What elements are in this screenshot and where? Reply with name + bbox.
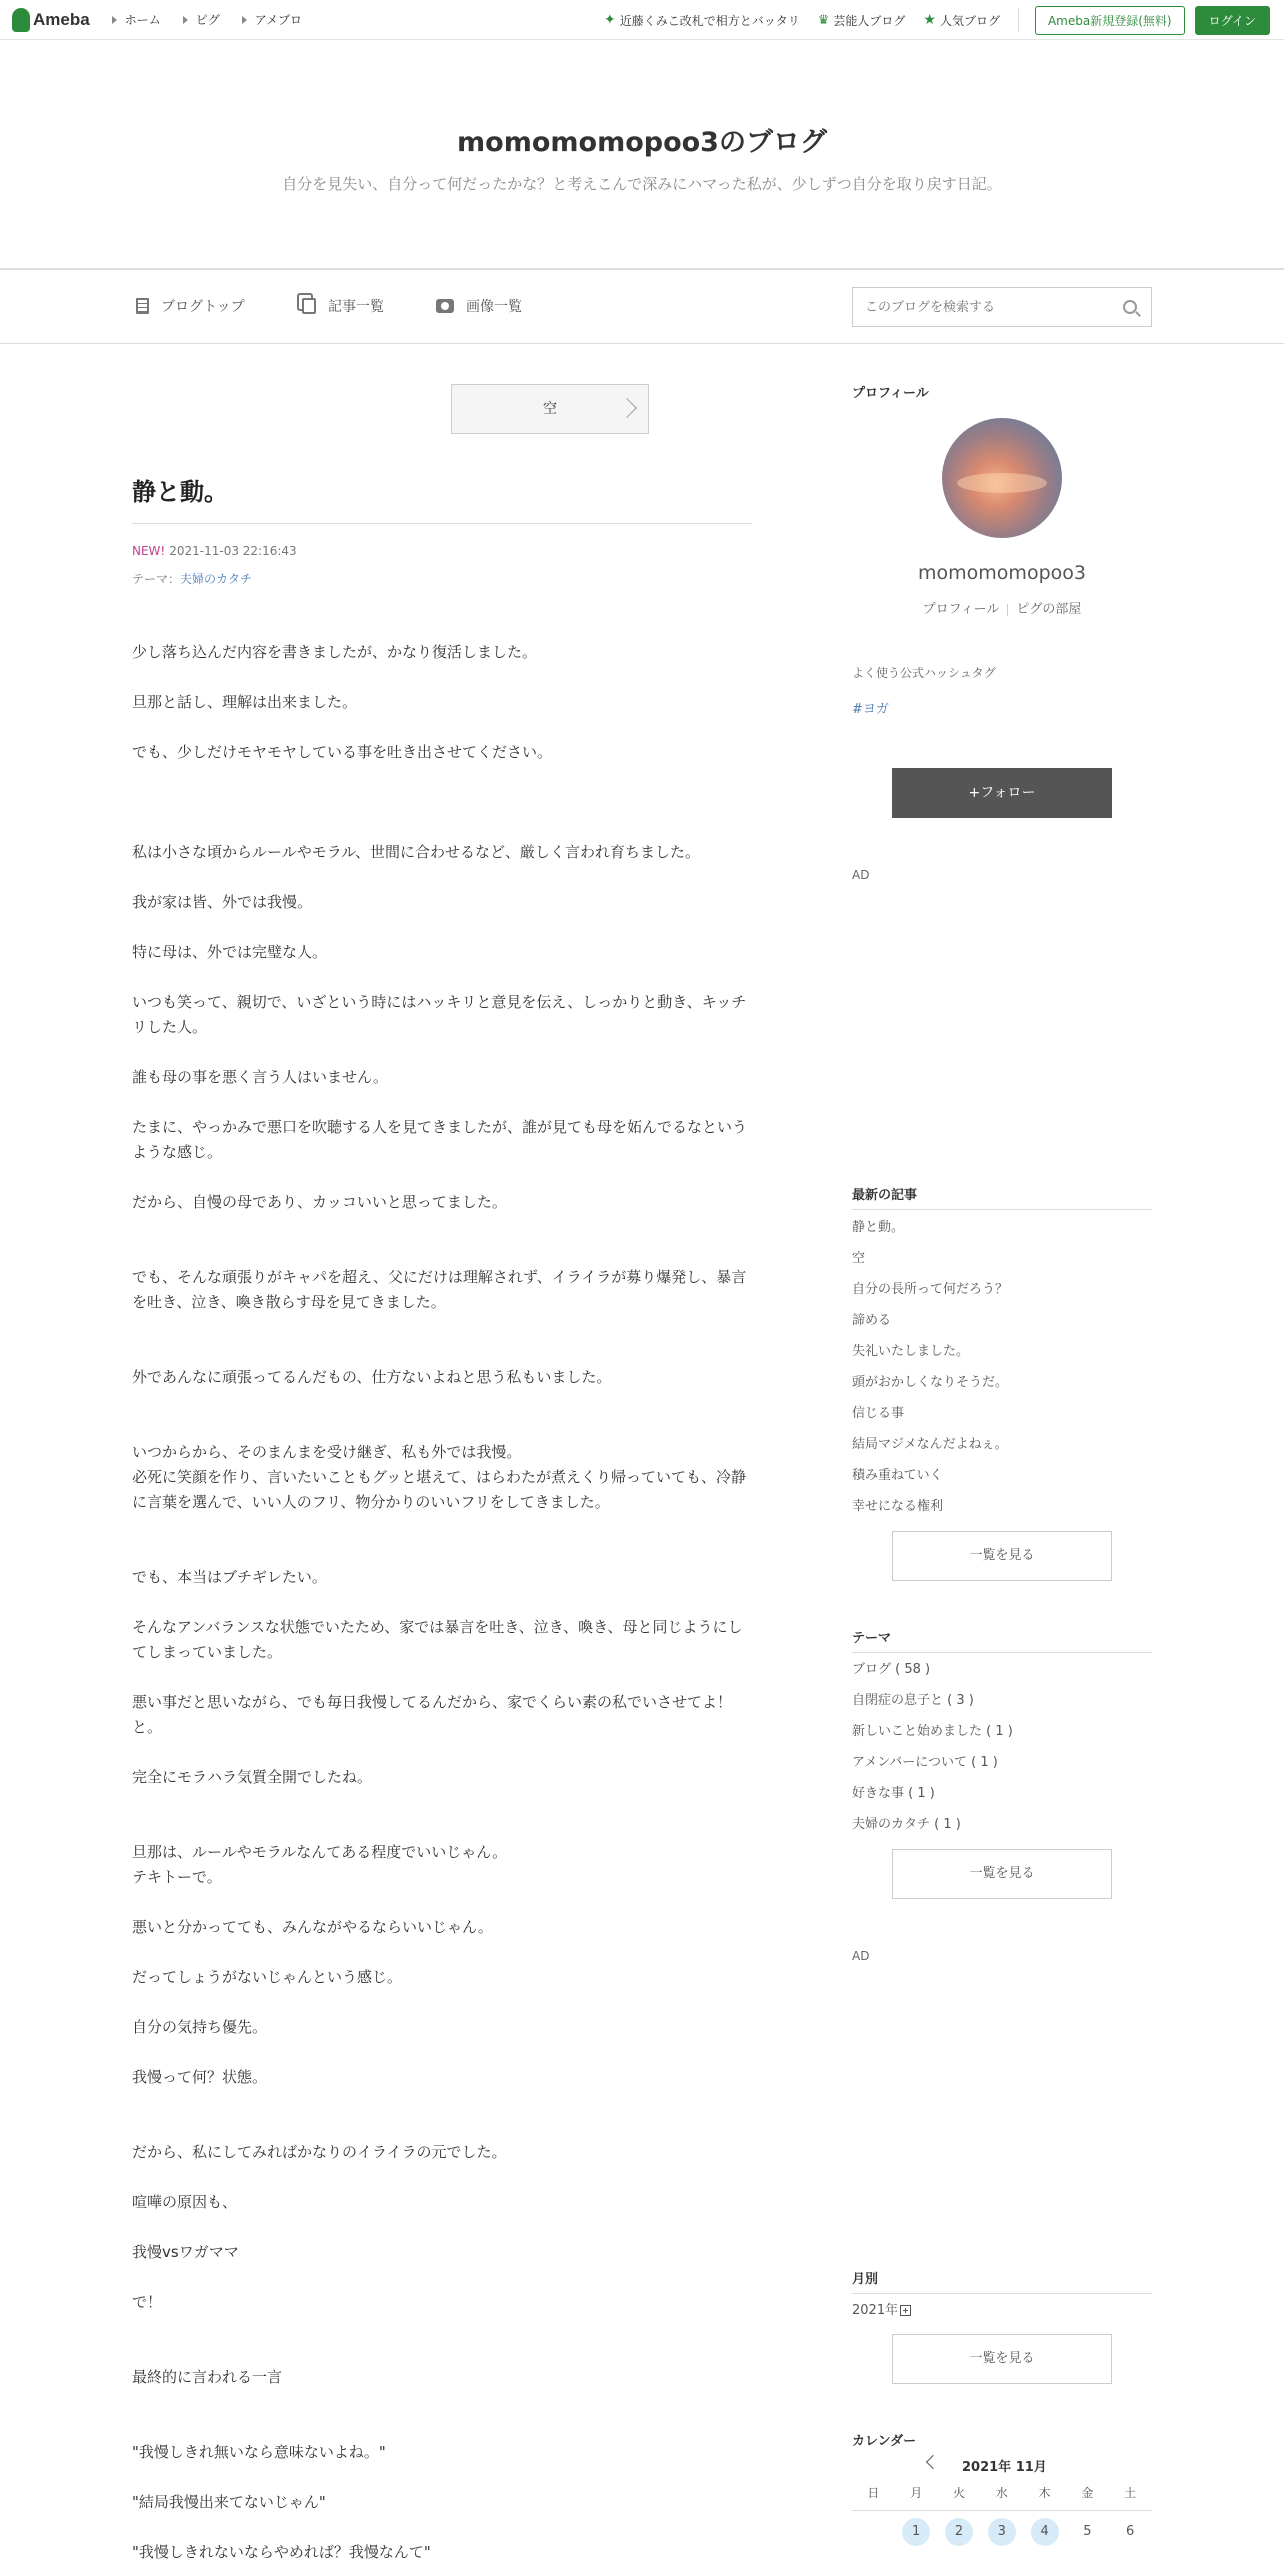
celebrity-blog-link[interactable]: [818, 12, 906, 29]
nav-label: ピグ: [195, 13, 220, 27]
paragraph: 最終的に言われる一言: [132, 2368, 283, 2386]
star-icon: ★: [923, 12, 936, 28]
nav-label: 記事一覧: [328, 299, 384, 315]
recent-entry-link[interactable]: 空: [852, 1251, 866, 1266]
blog-title[interactable]: momomomopoo3のブログ: [457, 127, 827, 158]
calendar-day[interactable]: 1: [895, 2518, 938, 2546]
recent-entry-link[interactable]: 静と動。: [852, 1220, 905, 1235]
recent-entry-link[interactable]: 自分の長所って何だろう？: [852, 1282, 1009, 1297]
next-entry-label: 空: [543, 401, 557, 417]
recent-entry-link[interactable]: 幸せになる権利: [852, 1499, 944, 1514]
recent-heading: 最新の記事: [852, 1184, 1152, 1210]
weekday: 木: [1038, 2486, 1051, 2500]
nav-home[interactable]: [112, 11, 161, 28]
sparkle-icon: ✦: [603, 12, 616, 28]
blog-nav: [0, 270, 1284, 344]
paragraph: そんなアンバランスな状態でいたため、家では暴言を吐き、泣き、喚き、母と同じようにしてしまっていました。: [132, 1618, 743, 1661]
image-list-link[interactable]: [436, 296, 522, 316]
nav-label: ブログトップ: [161, 299, 245, 315]
paragraph: でも、本当はブチギレたい。: [132, 1568, 327, 1586]
calendar-day: 5: [1083, 2524, 1092, 2539]
recent-entry-link[interactable]: 結局マジメなんだよねぇ。: [852, 1437, 1008, 1452]
chevron-left-icon[interactable]: [926, 2455, 940, 2469]
paragraph: だから、自慢の母であり、カッコいいと思ってました。: [132, 1193, 507, 1211]
link-label: 人気ブログ: [939, 13, 1000, 28]
ad-label: AD: [852, 868, 870, 882]
paragraph: でも、少しだけモヤモヤしている事を吐き出させてください。: [132, 743, 553, 761]
theme-label: テーマ：: [132, 572, 181, 586]
calendar-weekdays: [852, 2484, 1152, 2501]
document-icon: [136, 298, 149, 314]
new-badge: NEW!: [132, 544, 166, 558]
paragraph: 自分の気持ち優先。: [132, 2018, 268, 2036]
theme-link[interactable]: 自閉症の息子と ( 3 ): [852, 1693, 974, 1708]
theme-heading: テーマ: [852, 1627, 1152, 1653]
nav-ameblo[interactable]: [242, 11, 302, 28]
crown-icon: ♛: [817, 12, 830, 28]
recent-entry-link[interactable]: 諦める: [852, 1313, 892, 1328]
calendar-day[interactable]: 4: [1023, 2518, 1066, 2546]
weekday: 月: [910, 2486, 923, 2500]
paragraph: だから、私にしてみればかなりのイライラの元でした。: [132, 2143, 507, 2161]
global-nav: [112, 11, 324, 28]
weekday: 水: [995, 2486, 1008, 2500]
header-links: [586, 0, 1270, 40]
paragraph: 旦那は、ルールやモラルなんてある程度でいいじゃん。 テキトーで。: [132, 1843, 508, 1886]
weekday: 火: [952, 2486, 965, 2500]
triangle-icon: [112, 16, 117, 24]
search-icon[interactable]: [1123, 300, 1137, 314]
weekday: 日: [867, 2486, 880, 2500]
paragraph: でも、そんな頑張りがキャパを超え、父にだけは理解されず、イライラが募り爆発し、暴言を吐き、泣き、喚き散らす母を見てきました。: [132, 1268, 747, 1311]
entry-date: 2021-11-03 22:16:43: [169, 544, 297, 558]
paragraph: 完全にモラハラ気質全開でしたね。: [132, 1768, 373, 1786]
entry-title: 静と動。: [132, 472, 752, 524]
triangle-icon: [183, 16, 188, 24]
theme-link[interactable]: アメンバーについて ( 1 ): [852, 1755, 998, 1770]
ameba-logo-icon: [12, 8, 30, 32]
theme-link[interactable]: 夫婦のカタチ ( 1 ): [852, 1817, 961, 1832]
copy-icon: [302, 298, 316, 314]
paragraph: 外であんなに頑張ってるんだもの、仕方ないよねと思う私もいました。: [132, 1368, 612, 1386]
year-toggle[interactable]: [852, 2299, 911, 2318]
calendar-day: 6: [1126, 2524, 1135, 2539]
chevron-right-icon: [617, 398, 637, 418]
recent-entry-link[interactable]: 積み重ねていく: [852, 1468, 943, 1483]
theme-link[interactable]: ブログ ( 58 ): [852, 1662, 931, 1677]
paragraph: いつからから、そのまんまを受け継ぎ、私も外では我慢。 必死に笑顔を作り、言いたいこともグッと堪えて、はらわたが煮えくり帰っていても、冷静に言葉を選んで、いい人のフリ、物分かりのいいフリをしてきました。: [132, 1443, 746, 1511]
paragraph: 誰も母の事を悪く言う人はいません。: [132, 1068, 388, 1086]
next-entry-button[interactable]: [451, 384, 649, 434]
ad-label: AD: [852, 1949, 870, 1963]
divider: [852, 2510, 1152, 2511]
blog-header: [0, 40, 1284, 270]
theme-more-button[interactable]: 一覧を見る: [892, 1849, 1112, 1899]
entry-meta: [132, 544, 297, 558]
paragraph: だってしょうがないじゃんという感じ。: [132, 1968, 403, 1986]
follow-button[interactable]: +フォロー: [892, 768, 1112, 818]
calendar-month: 2021年 11月: [962, 2460, 1047, 2475]
blog-search: [852, 287, 1152, 327]
paragraph: 少し落ち込んだ内容を書きましたが、かなり復活しました。: [132, 643, 538, 661]
blog-top-link[interactable]: [136, 296, 245, 316]
divider: [1018, 8, 1019, 32]
link-label: 近藤くみこ改札で相方とバッタリ: [619, 13, 800, 28]
monthly-heading: 月別: [852, 2268, 1152, 2294]
weekday: 土: [1124, 2486, 1137, 2500]
nav-pigg[interactable]: [183, 11, 220, 28]
recent-entry-link[interactable]: 信じる事: [852, 1406, 905, 1421]
paragraph: "我慢しきれ無いなら意味ないよね。": [132, 2443, 386, 2461]
nav-label: 画像一覧: [466, 299, 522, 315]
weekday: 金: [1081, 2486, 1094, 2500]
global-header: [0, 0, 1284, 40]
calendar-dates: [852, 2518, 1152, 2546]
profile-links: [852, 598, 1152, 617]
popular-blog-link[interactable]: [923, 12, 1000, 29]
triangle-icon: [242, 16, 247, 24]
paragraph: 我慢って何？状態。: [132, 2068, 268, 2086]
entry-theme: [132, 570, 252, 587]
theme-link[interactable]: 好きな事 ( 1 ): [852, 1786, 935, 1801]
theme-link[interactable]: 夫婦のカタチ: [180, 572, 253, 586]
hashtag-link[interactable]: #ヨガ: [852, 702, 889, 717]
calendar-day[interactable]: 3: [980, 2518, 1023, 2546]
divider: [1007, 604, 1008, 616]
paragraph: で！: [132, 2293, 163, 2311]
paragraph: たまに、やっかみで悪口を吹聴する人を見てきましたが、誰が見ても母を妬んでるなというような感じ。: [132, 1118, 748, 1161]
camera-icon: [436, 299, 454, 313]
paragraph: 旦那と話し、理解は出来ました。: [132, 693, 358, 711]
profile-link[interactable]: プロフィール: [922, 602, 1000, 617]
paragraph: 悪いと分かってても、みんながやるならいいじゃん。: [132, 1918, 493, 1936]
paragraph: 特に母は、外では完璧な人。: [132, 943, 328, 961]
avatar[interactable]: [942, 418, 1062, 538]
calendar-day[interactable]: 2: [938, 2518, 981, 2546]
calendar-day: [852, 2518, 895, 2546]
pigg-room-link[interactable]: ピグの部屋: [1016, 602, 1082, 617]
trending-link[interactable]: [604, 12, 800, 29]
register-button[interactable]: Ameba新規登録(無料): [1035, 6, 1185, 35]
paragraph: 我慢vsワガママ: [132, 2243, 239, 2261]
recent-entry-link[interactable]: 失礼いたしました。: [852, 1344, 970, 1359]
paragraph: 私は小さな頃からルールやモラル、世間に合わせるなど、厳しく言われ育ちました。: [132, 843, 701, 861]
theme-link[interactable]: 新しいこと始めました ( 1 ): [852, 1724, 1013, 1739]
paragraph: 喧嘩の原因も、: [132, 2193, 238, 2211]
year-label: 2021年: [852, 2303, 899, 2318]
paragraph: 悪い事だと思いながら、でも毎日我慢してるんだから、家でくらい素の私でいさせてよ！と。: [132, 1693, 733, 1736]
recent-more-button[interactable]: 一覧を見る: [892, 1531, 1112, 1581]
blog-description: 自分を見失い、自分って何だったかな？と考えこんで深みにハマった私が、少しずつ自分を取り戻す日記。: [282, 175, 1002, 193]
paragraph: 我が家は皆、外では我慢。: [132, 893, 313, 911]
paragraph: いつも笑って、親切で、いざという時にはハッキリと意見を伝え、しっかりと動き、キッチリした人。: [132, 993, 747, 1036]
calendar-heading: カレンダー: [852, 2434, 917, 2449]
expand-icon: [900, 2305, 911, 2316]
nav-label: アメブロ: [254, 13, 302, 27]
entry-list-link[interactable]: [302, 296, 384, 316]
search-input[interactable]: [853, 288, 1093, 326]
login-button[interactable]: ログイン: [1195, 6, 1270, 35]
hashtag-heading: よく使う公式ハッシュタグ: [852, 666, 996, 680]
paragraph: "我慢しきれないならやめれば？我慢なんて": [132, 2543, 431, 2561]
link-label: 芸能人ブログ: [833, 13, 906, 28]
paragraph: "結局我慢出来てないじゃん": [132, 2493, 326, 2511]
logo-text: Ameba: [33, 9, 90, 29]
profile-name[interactable]: momomomopoo3: [918, 562, 1086, 584]
profile-heading: プロフィール: [852, 386, 929, 401]
recent-entry-link[interactable]: 頭がおかしくなりそうだ。: [852, 1375, 1009, 1390]
monthly-more-button[interactable]: 一覧を見る: [892, 2334, 1112, 2384]
nav-label: ホーム: [124, 13, 161, 27]
ameba-logo[interactable]: [12, 8, 90, 32]
